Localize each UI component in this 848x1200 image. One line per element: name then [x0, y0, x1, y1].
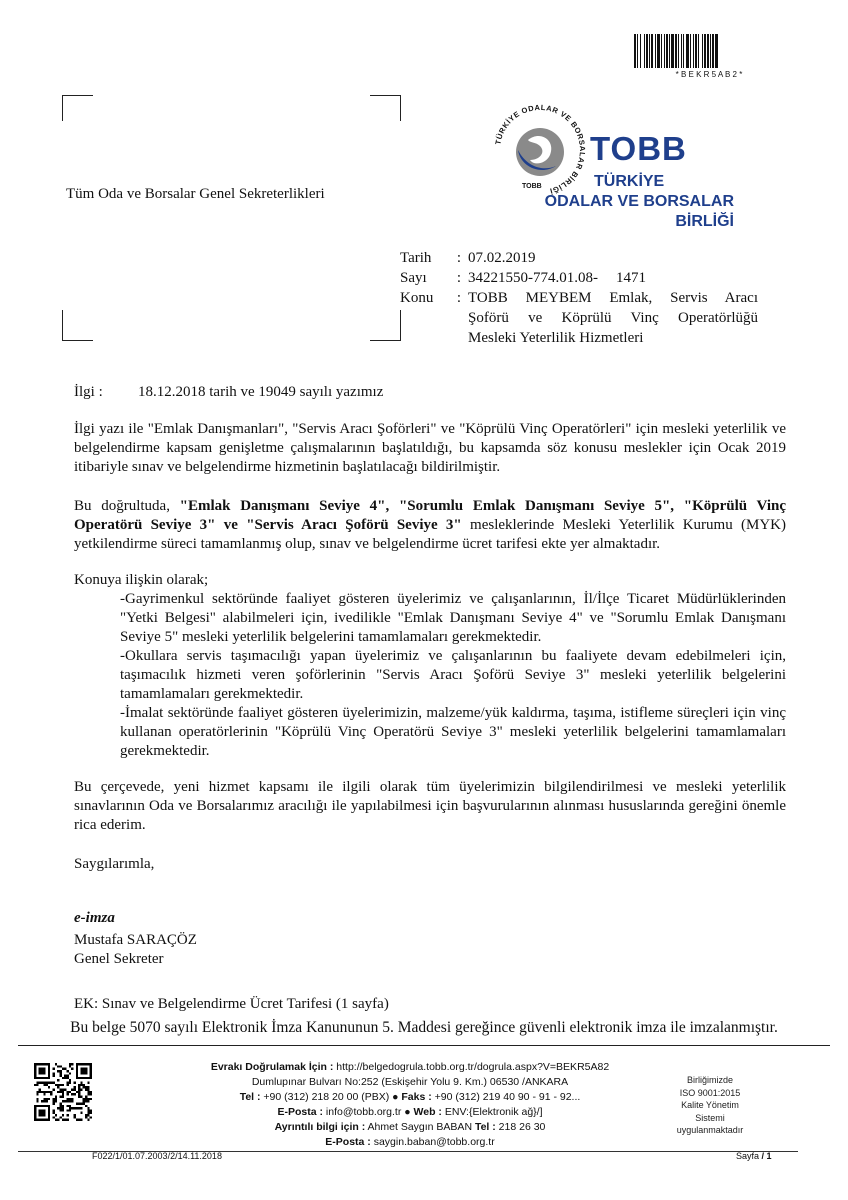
konuya-line: Konuya ilişkin olarak; — [74, 572, 209, 588]
barcode-bar — [644, 34, 645, 68]
e-imza: e-imza — [74, 910, 115, 926]
bullet-2: -Okullara servis taşımacılığı yapan üyelerimiz ve çalışanlarının bu faaliyete devam edebilmeleri için, taşımacılık hizmeti veren şoförlerinin "Servis Aracı Şoförü Seviye 3" mesleki yeterlilik belgelerini tamamlamaları gerekmektedir. — [120, 648, 786, 702]
barcode-bar — [681, 34, 682, 68]
barcode-bar — [657, 34, 660, 68]
barcode-bar — [710, 34, 711, 68]
footer-divider — [18, 1045, 830, 1046]
ilgi-label: İlgi : — [74, 384, 103, 400]
barcode-bar — [634, 34, 636, 68]
logo-line2: ODALAR VE BORSALAR — [544, 193, 734, 210]
bullet-1: -Gayrimenkul sektöründe faaliyet gösteren üyelerimiz ve çalışanlarının, İl/İlçe Ticaret Müdürlüklerinden "Yetki Belgesi" alabilmeleri için, ivedilikle "Emlak Danışmanı Seviye 4" ve "Sorumlu Emlak Danışmanı Seviye 5" mesleki yeterlilik belgelerini tamamlamaları gerekmektedir. — [120, 591, 786, 645]
barcode-bar — [666, 34, 668, 68]
footer-contact: Ayrıntılı bilgi için : Ahmet Saygın BABAN Tel : 218 26 30 — [274, 1121, 546, 1133]
meta-block — [400, 248, 766, 348]
footer-info — [140, 1060, 680, 1150]
logo-line1: TÜRKİYE — [594, 173, 665, 190]
paragraph-1: İlgi yazı ile "Emlak Danışmanları", "Servis Aracı Şoförleri" ve "Köprülü Vinç Operatörleri" için mesleki yeterlilik ve belgelendirme kapsam genişletme çalışmalarının başlatıldığı, bu kapsamda söz konusu meslekler için Ocak 2019 itibariyle sınav ve belgelendirme hizmetinin başlatılacağı bildirilmiştir. — [74, 421, 786, 475]
barcode-bar — [702, 34, 703, 68]
barcode — [634, 34, 784, 82]
meta-konu: Konu : TOBB MEYBEM Emlak, Servis Aracı Şoförü ve Köprülü Vinç Operatörlüğü Mesleki Yeterlilik Hizmetleri — [400, 290, 758, 346]
page-number: Sayfa / 1 — [736, 1151, 772, 1161]
barcode-bar — [707, 34, 709, 68]
signer-name: Mustafa SARAÇÖZ — [74, 932, 197, 948]
paragraph-4: Bu çerçevede, yeni hizmet kapsamı ile ilgili olarak tüm üyelerimizin bilgilendirilmesi ve mesleki yeterlilik sınavlarının Oda ve Borsalarımız aracılığı ile yapılabilmesi için başvurularının alınması hususlarında gereğini önemle rica ederim. — [74, 779, 786, 833]
sayi-number: 1471 — [616, 270, 646, 286]
barcode-bar — [683, 34, 684, 68]
konu-line2: Şoförü ve Köprülü Vinç Operatörlüğü — [468, 310, 758, 326]
legal-notice: Bu belge 5070 sayılı Elektronik İmza Kanununun 5. Maddesi gereğince güvenli elektronik imza ile imzalanmıştır. — [70, 1019, 778, 1036]
verify-link[interactable]: http://belgedogrula.tobb.org.tr/dogrula.aspx?V=BEKR5A82 — [333, 1061, 610, 1073]
barcode-bar — [715, 34, 718, 68]
barcode-bar — [640, 34, 641, 68]
barcode-bar — [690, 34, 691, 68]
tarih-value: 07.02.2019 — [468, 250, 536, 266]
barcode-bar — [664, 34, 665, 68]
tobb-logo — [490, 100, 750, 240]
barcode-bars — [634, 34, 784, 68]
barcode-bar — [671, 34, 674, 68]
barcode-bar — [661, 34, 662, 68]
footer-email-web: E-Posta : info@tobb.org.tr ● Web : ENV:{Elektronik ağ}/] — [277, 1106, 543, 1118]
barcode-bar — [704, 34, 706, 68]
logo-line3: BİRLİĞİ — [675, 213, 734, 230]
barcode-bar — [637, 34, 638, 68]
barcode-bar — [649, 34, 650, 68]
ilgi — [74, 384, 383, 401]
sayi-label: Sayı — [400, 270, 427, 286]
signer-title: Genel Sekreter — [74, 951, 164, 967]
para2-text2: mesleklerinde Mesleki Yeterlilik Kurumu (MYK) yetkilendirme süreci tamamlanmış olup, sınav ve belgelendirme ücret tarifesi ekte yer almaktadır. — [74, 517, 786, 552]
logo-small-text: TOBB — [522, 183, 542, 190]
barcode-bar — [669, 34, 670, 68]
address-corner-bottom-left — [62, 310, 93, 341]
para2-bold: "Emlak Danışmanı Seviye 4", "Sorumlu Emlak Danışmanı Seviye 5", "Köprülü Vinç Operatörü Seviye 3" ve "Servis Aracı Şoförü Seviye 3" — [74, 498, 786, 533]
footer-phone: Tel : +90 (312) 218 20 00 (PBX) ● Faks : +90 (312) 219 40 90 - 91 - 92... — [239, 1091, 581, 1103]
barcode-bar — [698, 34, 699, 68]
contact-email-link[interactable]: saygin.baban@tobb.org.tr — [370, 1136, 495, 1148]
konu-label: Konu — [400, 290, 434, 306]
closing: Saygılarımla, — [74, 856, 155, 872]
address-corner-top-right — [370, 95, 401, 121]
barcode-bar — [695, 34, 697, 68]
meta-tarih: Tarih : 07.02.2019 — [400, 250, 536, 266]
bullet-3: -İmalat sektöründe faaliyet gösteren üyelerimizin, malzeme/yük kaldırma, taşıma, istifleme süreçleri için vinç kullanan operatörlerinin "Köprülü Vinç Operatörü Seviye 3" mesleki yeterlilik belgelerini tamamlamaları gerekmektedir. — [120, 705, 786, 759]
para2-text1: Bu doğrultuda, — [74, 498, 180, 514]
address-corner-top-left — [62, 95, 93, 121]
barcode-code: * B E K R 5 A B 2 * — [675, 70, 743, 79]
sayi-value: 34221550-774.01.08- — [468, 270, 598, 286]
qr-code-icon — [34, 1063, 92, 1121]
tarih-label: Tarih — [400, 250, 432, 266]
ilgi-value: 18.12.2018 tarih ve 19049 sayılı yazımız — [138, 384, 384, 400]
iso-note: Birliğimizde ISO 9001:2015 Kalite Yönetim Sistemi uygulanmaktadır — [676, 1075, 744, 1135]
barcode-bar — [651, 34, 653, 68]
barcode-bar — [655, 34, 656, 68]
konu-line1: TOBB MEYBEM Emlak, Servis Aracı — [468, 290, 758, 306]
recipient: Tüm Oda ve Borsalar Genel Sekreterlikleri — [66, 186, 325, 202]
barcode-bar — [693, 34, 694, 68]
logo-main-text: TOBB — [590, 130, 687, 167]
footer-contact-email: E-Posta : saygin.baban@tobb.org.tr — [325, 1136, 495, 1148]
attachment-note: EK: Sınav ve Belgelendirme Ücret Tarifesi (1 sayfa) — [74, 996, 389, 1012]
barcode-bar — [646, 34, 648, 68]
logo-ring-text: TÜRKİYE ODALAR VE BORSALAR BİRLİĞİ — [493, 102, 588, 196]
form-code: F022/1/01.07.2003/2/14.11.2018 — [92, 1151, 222, 1161]
konu-line3: Mesleki Yeterlilik Hizmetleri — [468, 330, 644, 346]
address-corner-bottom-right — [370, 310, 401, 341]
paragraph-2 — [74, 497, 786, 554]
barcode-bar — [712, 34, 714, 68]
barcode-bar — [675, 34, 677, 68]
barcode-bar — [678, 34, 679, 68]
meta-sayi: Sayı : 34221550-774.01.08- 1471 — [400, 270, 646, 286]
barcode-bar — [686, 34, 689, 68]
email-link[interactable]: info@tobb.org.tr — [322, 1106, 405, 1118]
footer-address: Dumlupınar Bulvarı No:252 (Eskişehir Yolu 9. Km.) 06530 /ANKARA — [251, 1076, 569, 1088]
footer-verify: Evrakı Doğrulamak İçin : http://belgedogrula.tobb.org.tr/dogrula.aspx?V=BEKR5A82 — [210, 1061, 610, 1073]
